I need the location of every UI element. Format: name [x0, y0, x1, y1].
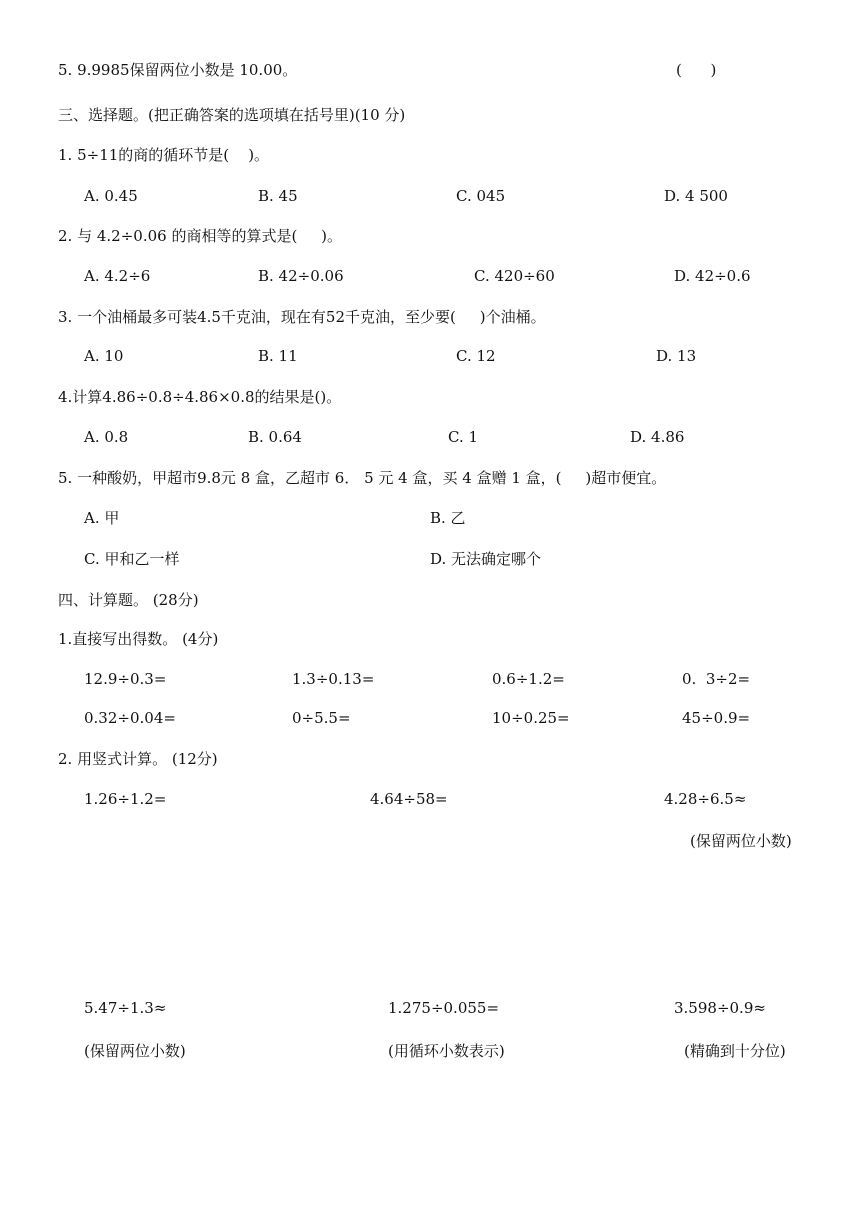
vertical-calc-item: 5.47÷1.3≈	[84, 999, 167, 1017]
answer-parentheses: ( )	[676, 61, 717, 79]
choice-question-4: 4.计算4.86÷0.8÷4.86×0.8的结果是()。	[58, 388, 342, 406]
oral-calc-item: 0÷5.5=	[292, 709, 351, 727]
part-2-title: 2. 用竖式计算。 (12分)	[58, 750, 218, 768]
option-c: C. 12	[456, 347, 496, 365]
option-a: A. 0.8	[84, 428, 129, 446]
option-b: B. 45	[258, 187, 298, 205]
option-d: D. 4 500	[664, 187, 728, 205]
option-b: B. 42÷0.06	[258, 267, 344, 285]
vertical-calc-item: 4.28÷6.5≈	[664, 790, 747, 808]
precision-note: (精确到十分位)	[684, 1042, 786, 1060]
choice-question-1: 1. 5÷11的商的循环节是( )。	[58, 146, 270, 164]
oral-calc-item: 12.9÷0.3=	[84, 670, 167, 688]
oral-calc-item: 0.32÷0.04=	[84, 709, 176, 727]
option-d: D. 13	[656, 347, 697, 365]
vertical-calc-item: 4.64÷58=	[370, 790, 448, 808]
oral-calc-item: 0. 3÷2=	[682, 670, 751, 688]
oral-calc-item: 10÷0.25=	[492, 709, 570, 727]
rounding-note: (保留两位小数)	[690, 832, 792, 850]
choice-question-5: 5. 一种酸奶，甲超市9.8元 8 盒，乙超市 6． 5 元 4 盒，买 4 盒赠 1 盒，( )超市便宜。	[58, 469, 667, 487]
option-c: C. 1	[448, 428, 479, 446]
option-d: D. 42÷0.6	[674, 267, 751, 285]
option-a: A. 4.2÷6	[84, 267, 151, 285]
option-b: B. 0.64	[248, 428, 302, 446]
oral-calc-item: 0.6÷1.2=	[492, 670, 565, 688]
recurring-decimal-note: (用循环小数表示)	[388, 1042, 505, 1060]
option-c: C. 420÷60	[474, 267, 555, 285]
option-d: D. 4.86	[630, 428, 685, 446]
section-4-title: 四、计算题。 (28分)	[58, 591, 199, 609]
vertical-calc-item: 3.598÷0.9≈	[674, 999, 766, 1017]
section-3-title: 三、选择题。(把正确答案的选项填在括号里)(10 分)	[58, 106, 406, 124]
option-b: B. 乙	[430, 509, 466, 527]
option-b: B. 11	[258, 347, 298, 365]
oral-calc-item: 45÷0.9=	[682, 709, 751, 727]
option-c: C. 045	[456, 187, 506, 205]
choice-question-3: 3. 一个油桶最多可装4.5千克油，现在有52千克油，至少要( )个油桶。	[58, 308, 546, 326]
oral-calc-item: 1.3÷0.13=	[292, 670, 375, 688]
choice-question-2: 2. 与 4.2÷0.06 的商相等的算式是( )。	[58, 227, 342, 245]
vertical-calc-item: 1.275÷0.055=	[388, 999, 500, 1017]
option-d: D. 无法确定哪个	[430, 550, 542, 568]
option-a: A. 甲	[84, 509, 120, 527]
part-1-title: 1.直接写出得数。 (4分)	[58, 630, 219, 648]
option-a: A. 0.45	[84, 187, 138, 205]
judge-question-5: 5. 9.9985保留两位小数是 10.00。	[58, 61, 298, 79]
vertical-calc-item: 1.26÷1.2=	[84, 790, 167, 808]
rounding-note: (保留两位小数)	[84, 1042, 186, 1060]
option-c: C. 甲和乙一样	[84, 550, 180, 568]
option-a: A. 10	[84, 347, 124, 365]
